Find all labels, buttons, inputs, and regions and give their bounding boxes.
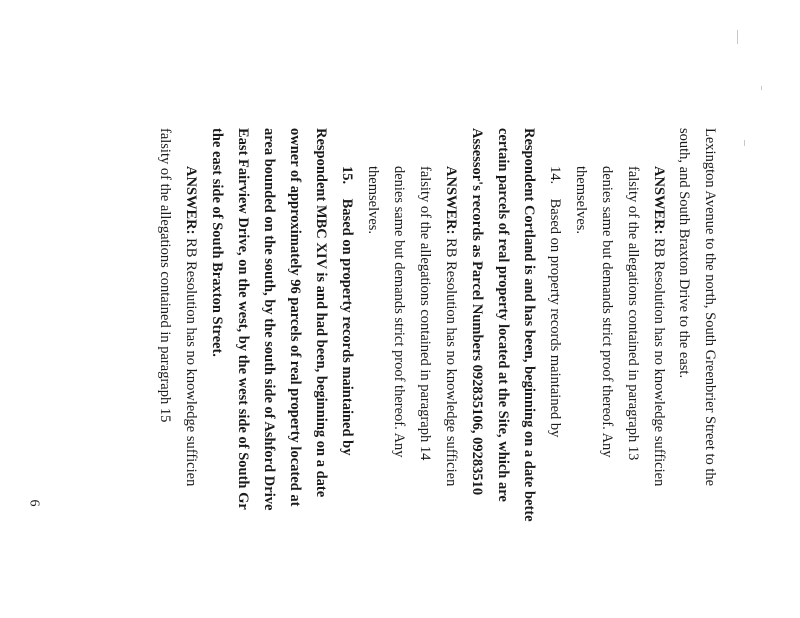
text-line bbox=[548, 166, 563, 437]
text-line bbox=[574, 166, 589, 234]
text-line bbox=[158, 128, 173, 422]
line-text: falsity of the allegations contained in paragraph 14 bbox=[417, 166, 433, 461]
text-line bbox=[236, 128, 251, 510]
answer-label: ANSWER: bbox=[651, 166, 667, 235]
text-line bbox=[392, 166, 407, 458]
scan-mark bbox=[737, 30, 738, 44]
text-line bbox=[703, 128, 718, 486]
text-line bbox=[262, 128, 277, 510]
text-line bbox=[522, 128, 537, 522]
text-line bbox=[470, 128, 485, 495]
text-line bbox=[314, 128, 329, 497]
line-text: falsity of the allegations contained in paragraph 13 bbox=[625, 166, 641, 461]
line-text: denies same but demands strict proof thereof. Any bbox=[391, 166, 407, 458]
line-text: RB Resolution has no knowledge sufficien bbox=[651, 234, 667, 487]
line-text: RB Resolution has no knowledge sufficien bbox=[443, 234, 459, 487]
line-text: RB Resolution has no knowledge sufficien bbox=[183, 234, 199, 487]
text-line bbox=[600, 166, 615, 458]
line-text: Assessor's records as Parcel Numbers 092835106, 09283510 bbox=[469, 128, 485, 496]
line-text: Respondent MBC XIV is and had been, beginning on a date bbox=[313, 128, 329, 498]
line-text: Lexington Avenue to the north, South Greenbrier Street to the bbox=[702, 128, 718, 487]
text-line bbox=[184, 166, 199, 486]
line-text: Respondent Cortland is and has been, beginning on a date bette bbox=[521, 128, 537, 522]
line-text: certain parcels of real property located at the Site, which are bbox=[495, 128, 511, 502]
text-line bbox=[626, 166, 641, 460]
page-number: 6 bbox=[26, 499, 42, 507]
text-line bbox=[677, 128, 692, 378]
line-text: themselves. bbox=[573, 166, 589, 235]
line-text: 14. Based on property records maintained by bbox=[547, 166, 563, 438]
text-line bbox=[652, 166, 667, 486]
line-text: the east side of South Braxton Street. bbox=[209, 128, 225, 357]
text-line bbox=[210, 128, 225, 357]
line-text: themselves. bbox=[365, 166, 381, 235]
text-line bbox=[444, 166, 459, 486]
text-line bbox=[418, 166, 433, 460]
line-text: East Fairview Drive, on the west, by the west side of South Gr bbox=[235, 128, 251, 510]
line-text: owner of approximately 96 parcels of real property located at bbox=[287, 128, 303, 507]
scan-mark bbox=[761, 86, 762, 90]
text-line bbox=[288, 128, 303, 506]
answer-label: ANSWER: bbox=[183, 166, 199, 235]
line-text: 15. Based on property records maintained by bbox=[339, 166, 355, 456]
text-line bbox=[496, 128, 511, 502]
line-text: falsity of the allegations contained in paragraph 15 bbox=[157, 128, 173, 423]
text-line bbox=[340, 166, 355, 455]
line-text: area bounded on the south, by the south side of Ashford Drive bbox=[261, 128, 277, 511]
scan-mark bbox=[744, 140, 745, 146]
text-line bbox=[366, 166, 381, 234]
line-text: south, and South Braxton Drive to the east. bbox=[676, 128, 692, 379]
answer-label: ANSWER: bbox=[443, 166, 459, 235]
line-text: denies same but demands strict proof thereof. Any bbox=[599, 166, 615, 458]
